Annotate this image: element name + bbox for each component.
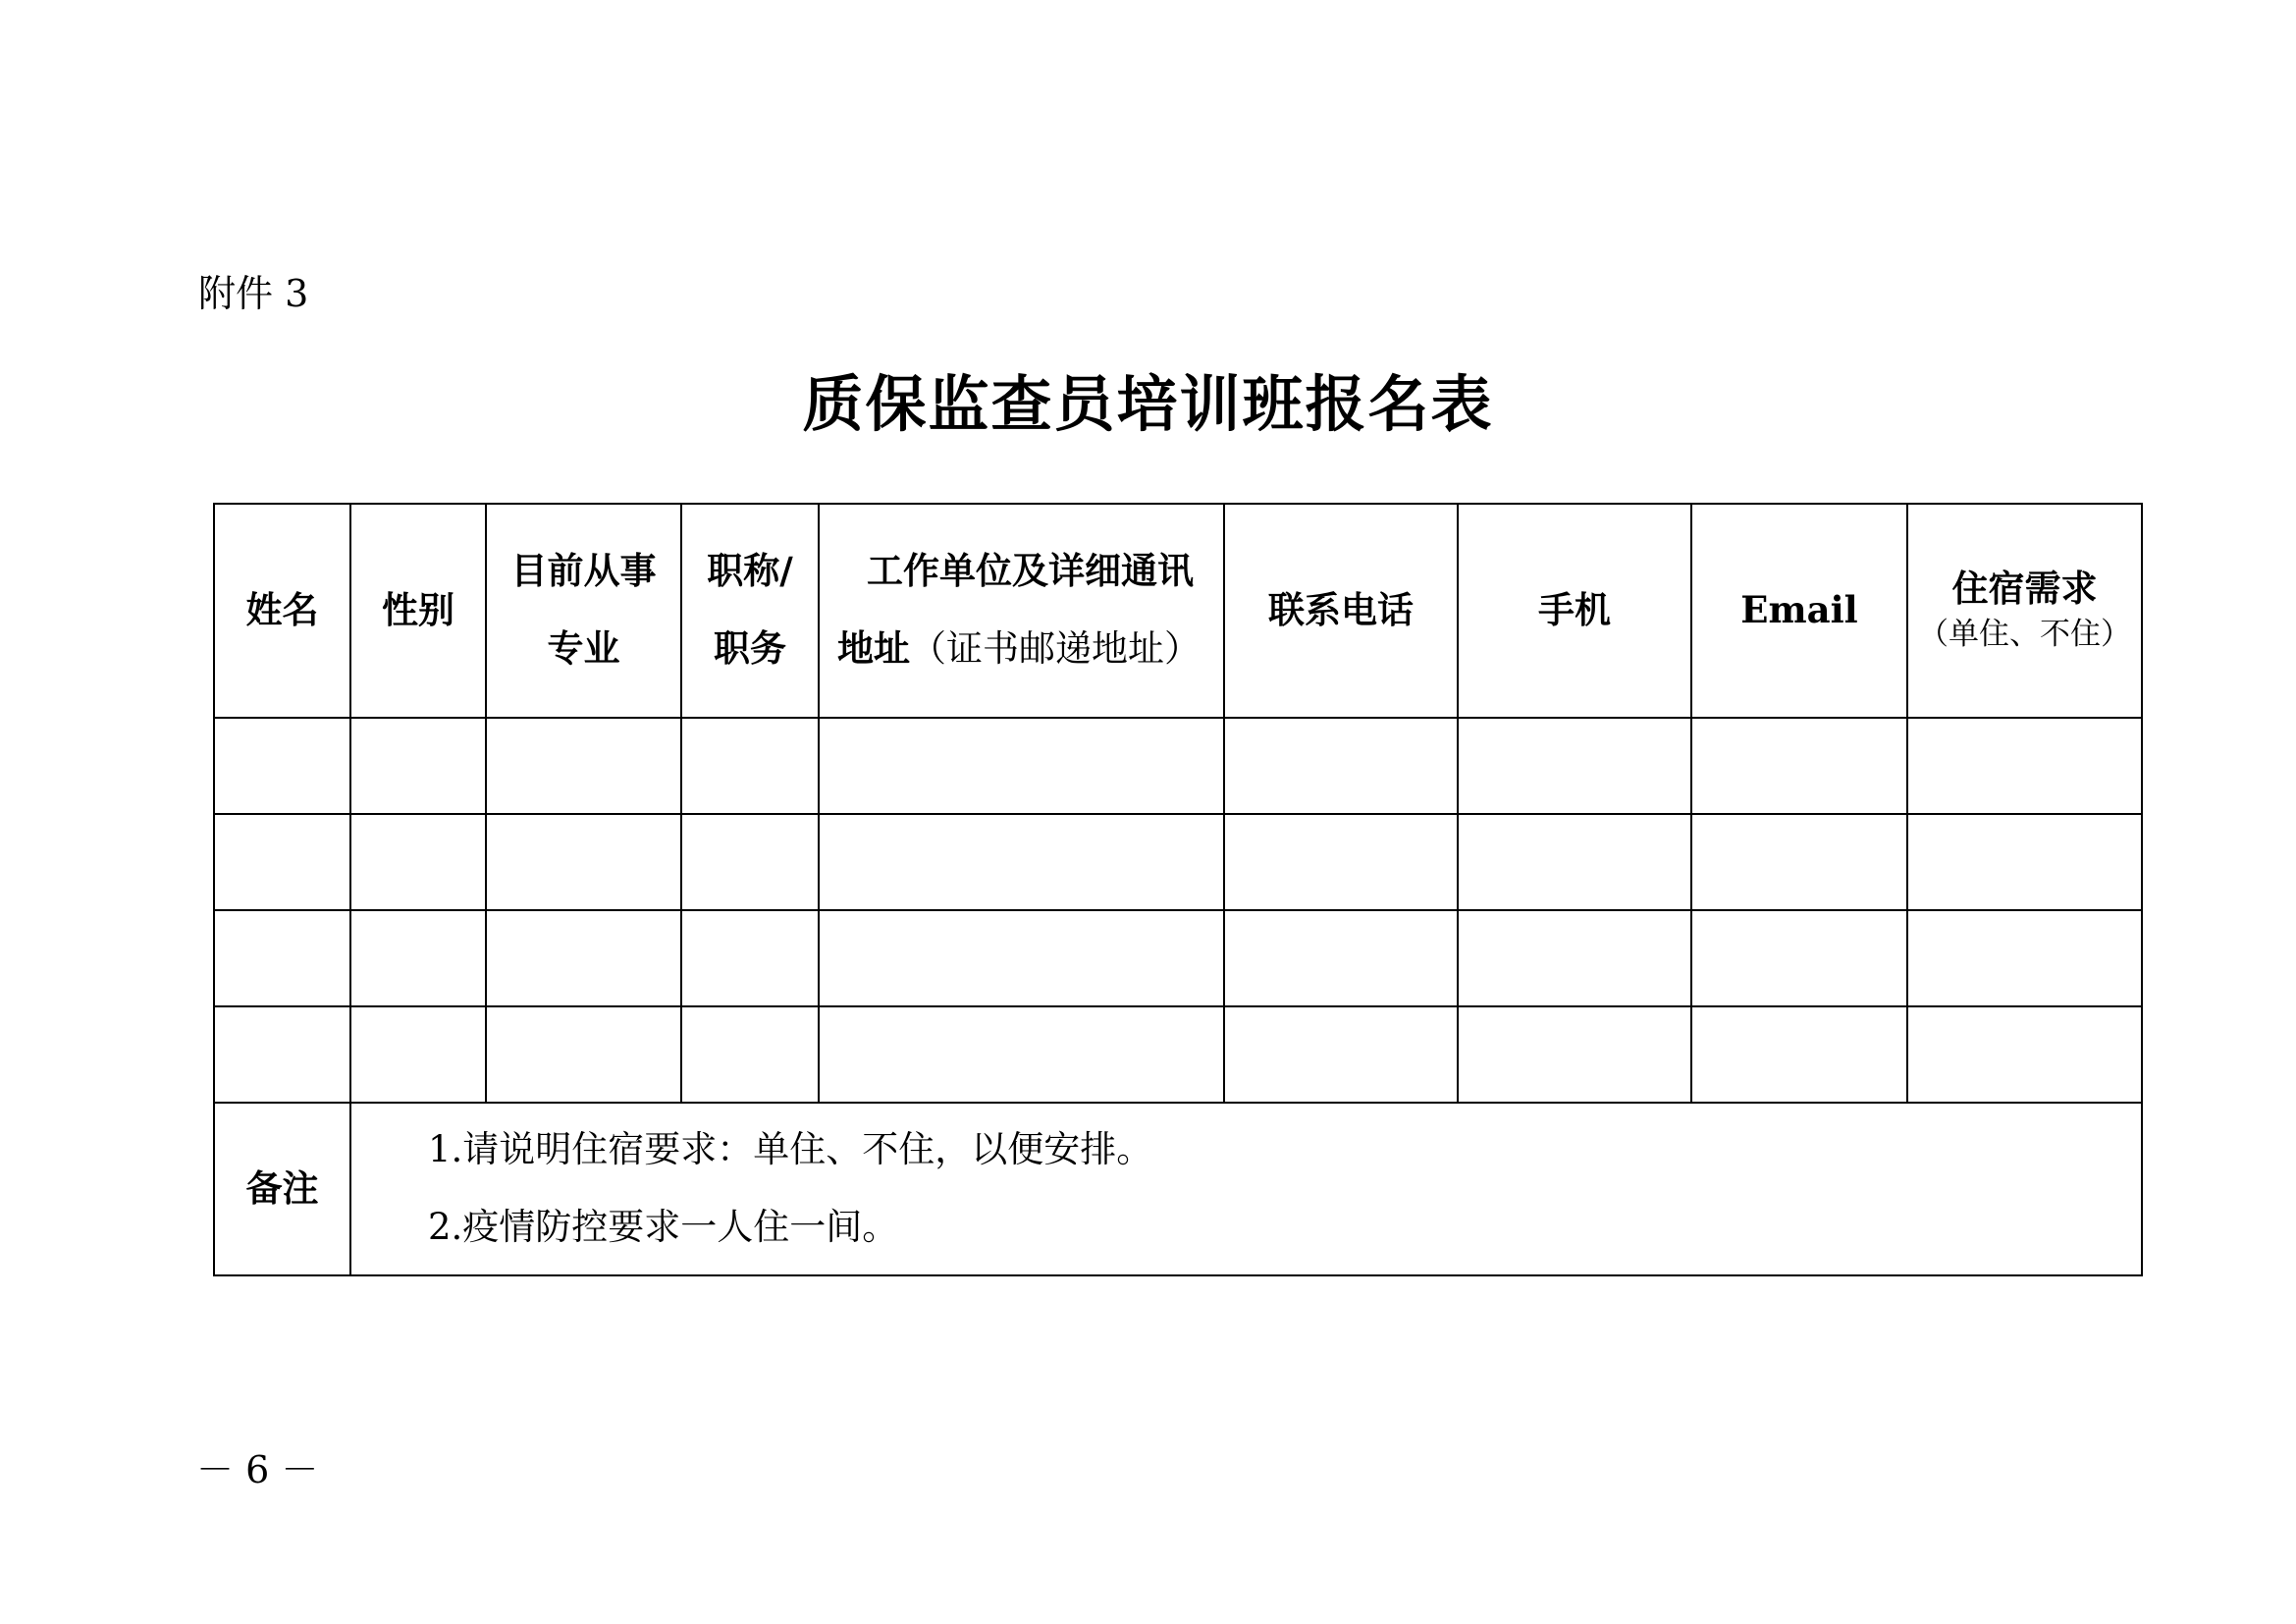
table-row (214, 1006, 2142, 1103)
cell-gender[interactable] (350, 718, 486, 814)
cell-mobile[interactable] (1458, 910, 1691, 1006)
cell-major[interactable] (486, 814, 681, 910)
cell-phone[interactable] (1224, 910, 1458, 1006)
header-title: 职称/ 职务 (681, 504, 819, 718)
table-row (214, 718, 2142, 814)
cell-gender[interactable] (350, 910, 486, 1006)
cell-lodging[interactable] (1907, 910, 2142, 1006)
cell-phone[interactable] (1224, 718, 1458, 814)
remark-line: 1.请说明住宿要求：单住、不住，以便安排。 (428, 1128, 1153, 1171)
remarks-label: 备注 (214, 1103, 350, 1275)
remark-line: 2.疫情防控要求一人住一间。 (428, 1206, 899, 1248)
cell-email[interactable] (1691, 814, 1907, 910)
cell-name[interactable] (214, 910, 350, 1006)
cell-major[interactable] (486, 1006, 681, 1103)
attachment-label: 附件 3 (198, 272, 309, 315)
cell-phone[interactable] (1224, 1006, 1458, 1103)
cell-major[interactable] (486, 718, 681, 814)
cell-title[interactable] (681, 814, 819, 910)
cell-title[interactable] (681, 1006, 819, 1103)
header-address: 工作单位及详细通讯 地址（证书邮递地址） (819, 504, 1224, 718)
form-title: 质保监查员培训班报名表 (802, 368, 1494, 440)
cell-email[interactable] (1691, 910, 1907, 1006)
cell-name[interactable] (214, 814, 350, 910)
cell-lodging[interactable] (1907, 814, 2142, 910)
table-row (214, 814, 2142, 910)
header-lodging: 住宿需求 （单住、不住） (1907, 504, 2142, 718)
cell-email[interactable] (1691, 1006, 1907, 1103)
cell-major[interactable] (486, 910, 681, 1006)
header-row (214, 504, 2142, 718)
header-email: Email (1691, 504, 1907, 718)
cell-name[interactable] (214, 1006, 350, 1103)
cell-phone[interactable] (1224, 814, 1458, 910)
table-row (214, 910, 2142, 1006)
header-lodging-note: （单住、不住） (1918, 617, 2131, 653)
header-name: 姓名 (214, 504, 350, 718)
page-number: － 6 － (196, 1448, 319, 1491)
cell-lodging[interactable] (1907, 1006, 2142, 1103)
cell-mobile[interactable] (1458, 1006, 1691, 1103)
header-gender: 性别 (350, 504, 486, 718)
cell-title[interactable] (681, 910, 819, 1006)
cell-mobile[interactable] (1458, 814, 1691, 910)
cell-email[interactable] (1691, 718, 1907, 814)
cell-gender[interactable] (350, 1006, 486, 1103)
cell-name[interactable] (214, 718, 350, 814)
header-phone: 联系电话 (1224, 504, 1458, 718)
cell-title[interactable] (681, 718, 819, 814)
registration-table (213, 503, 2143, 1276)
cell-address[interactable] (819, 814, 1224, 910)
cell-gender[interactable] (350, 814, 486, 910)
cell-lodging[interactable] (1907, 718, 2142, 814)
cell-mobile[interactable] (1458, 718, 1691, 814)
remarks-content (350, 1103, 2142, 1275)
cell-address[interactable] (819, 718, 1224, 814)
header-address-note: （证书邮递地址） (910, 627, 1201, 670)
header-mobile: 手机 (1458, 504, 1691, 718)
header-major: 目前从事 专业 (486, 504, 681, 718)
cell-address[interactable] (819, 1006, 1224, 1103)
remarks-row (214, 1103, 2142, 1275)
cell-address[interactable] (819, 910, 1224, 1006)
